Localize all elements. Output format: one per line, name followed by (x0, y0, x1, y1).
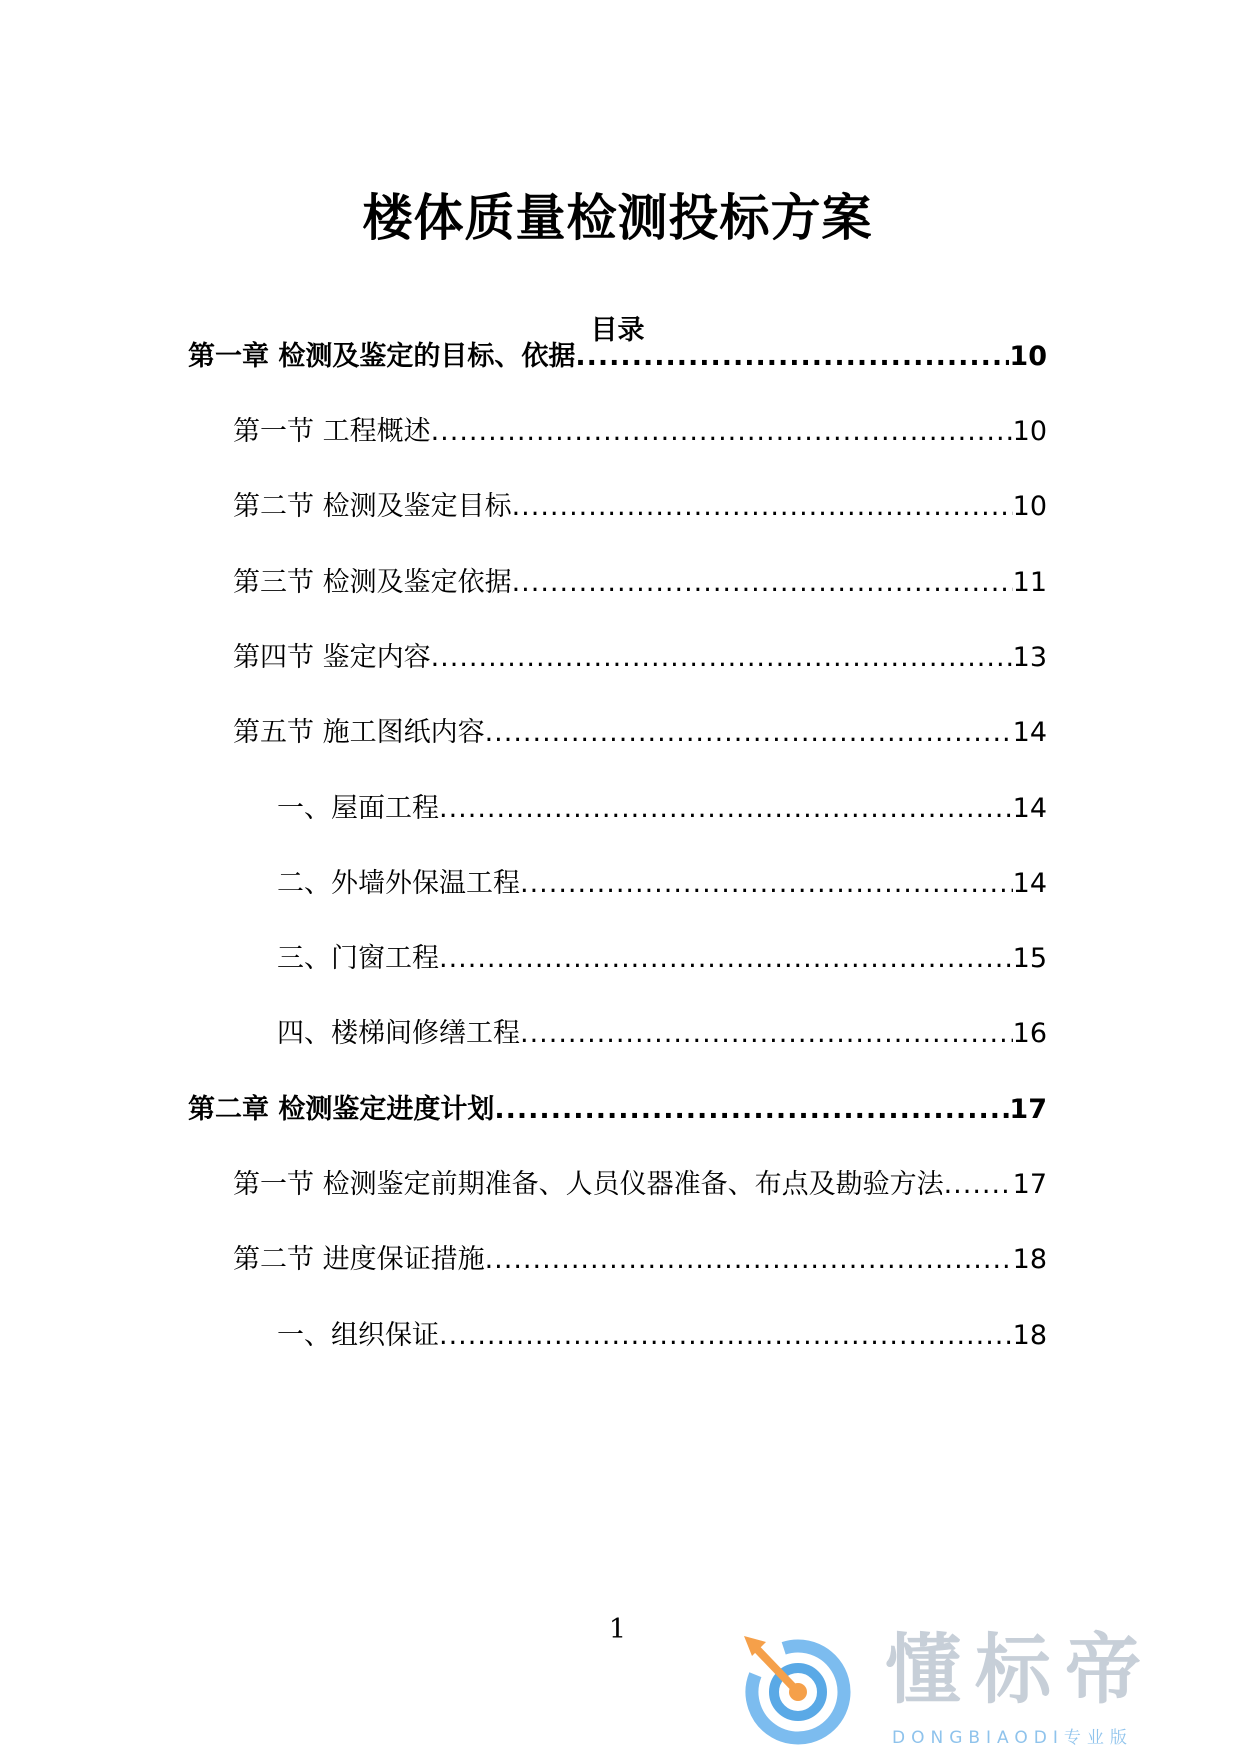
toc-entry-subsection[interactable] (277, 1313, 1047, 1352)
toc-entry-page: 18 (1012, 1244, 1047, 1275)
document-title: 楼体质量检测投标方案 (362, 189, 873, 247)
watermark (740, 1625, 1210, 1748)
toc-entry-chapter-2[interactable] (188, 1087, 1047, 1126)
toc-entry-page: 14 (1012, 793, 1047, 824)
toc-leader-dots (512, 491, 1013, 522)
toc-entry-label: 第二节 进度保证措施 (233, 1244, 485, 1275)
toc-entry-subsection[interactable] (277, 1011, 1047, 1050)
toc-entry-page: 15 (1012, 943, 1047, 974)
toc-entry-label: 二、外墙外保温工程 (277, 868, 520, 899)
toc-entry-page: 10 (1009, 341, 1047, 372)
toc-leader-dots (520, 1018, 1013, 1049)
toc-entry-page: 17 (1012, 1169, 1047, 1200)
toc-leader-dots (431, 416, 1013, 447)
toc-entry-subsection[interactable] (277, 936, 1047, 975)
toc-entry-section[interactable] (233, 1237, 1047, 1276)
toc-entry-label: 一、屋面工程 (277, 793, 439, 824)
toc-leader-dots (439, 943, 1013, 974)
toc-entry-label: 一、组织保证 (277, 1320, 439, 1351)
toc-entry-label: 第一章 检测及鉴定的目标、依据 (188, 341, 576, 372)
toc-leader-dots (485, 1244, 1013, 1275)
toc-entry-page: 10 (1012, 416, 1047, 447)
toc-entry-label: 第二节 检测及鉴定目标 (233, 491, 512, 522)
toc-entry-chapter-1[interactable] (188, 334, 1047, 373)
toc-leader-dots (520, 868, 1013, 899)
toc-heading: 目录 (590, 315, 645, 346)
toc-entry-label: 第一节 检测鉴定前期准备、人员仪器准备、布点及勘验方法 (233, 1169, 944, 1200)
toc-entry-label: 四、楼梯间修缮工程 (277, 1018, 520, 1049)
toc-entry-label: 第四节 鉴定内容 (233, 642, 431, 673)
toc-entry-section[interactable] (233, 560, 1047, 599)
watermark-subtitle: DONGBIAODI专业版 (892, 1728, 1133, 1748)
toc-leader-dots (494, 1094, 1009, 1125)
toc-leader-dots (512, 567, 1013, 598)
toc-entry-label: 第一节 工程概述 (233, 416, 431, 447)
toc-entry-label: 三、门窗工程 (277, 943, 439, 974)
toc-entry-page: 14 (1012, 868, 1047, 899)
toc-entry-page: 16 (1012, 1018, 1047, 1049)
toc-entry-section[interactable] (233, 484, 1047, 523)
toc-entry-page: 13 (1012, 642, 1047, 673)
toc-entry-section[interactable] (233, 635, 1047, 674)
toc-leader-dots (944, 1169, 1013, 1200)
toc-entry-page: 14 (1012, 717, 1047, 748)
toc-leader-dots (431, 642, 1013, 673)
toc-entry-page: 18 (1012, 1320, 1047, 1351)
toc-entry-page: 11 (1012, 567, 1047, 598)
toc-leader-dots (575, 341, 1009, 372)
toc-entry-label: 第三节 检测及鉴定依据 (233, 567, 512, 598)
watermark-brand: 懂标帝 (885, 1625, 1155, 1714)
toc-leader-dots (439, 1320, 1013, 1351)
toc-entry-label: 第二章 检测鉴定进度计划 (188, 1094, 495, 1125)
toc-entry-section[interactable] (233, 409, 1047, 448)
toc-entry-subsection[interactable] (277, 786, 1047, 825)
toc-entry-subsection[interactable] (277, 861, 1047, 900)
toc-leader-dots (439, 793, 1013, 824)
target-arrow-logo-icon (740, 1630, 860, 1745)
toc-entry-page: 17 (1009, 1094, 1047, 1125)
page-number: 1 (608, 1614, 627, 1645)
toc-leader-dots (485, 717, 1013, 748)
toc-entry-label: 第五节 施工图纸内容 (233, 717, 485, 748)
toc-entry-section[interactable] (233, 1162, 1047, 1201)
toc-entry-section[interactable] (233, 710, 1047, 749)
toc-entry-page: 10 (1012, 491, 1047, 522)
